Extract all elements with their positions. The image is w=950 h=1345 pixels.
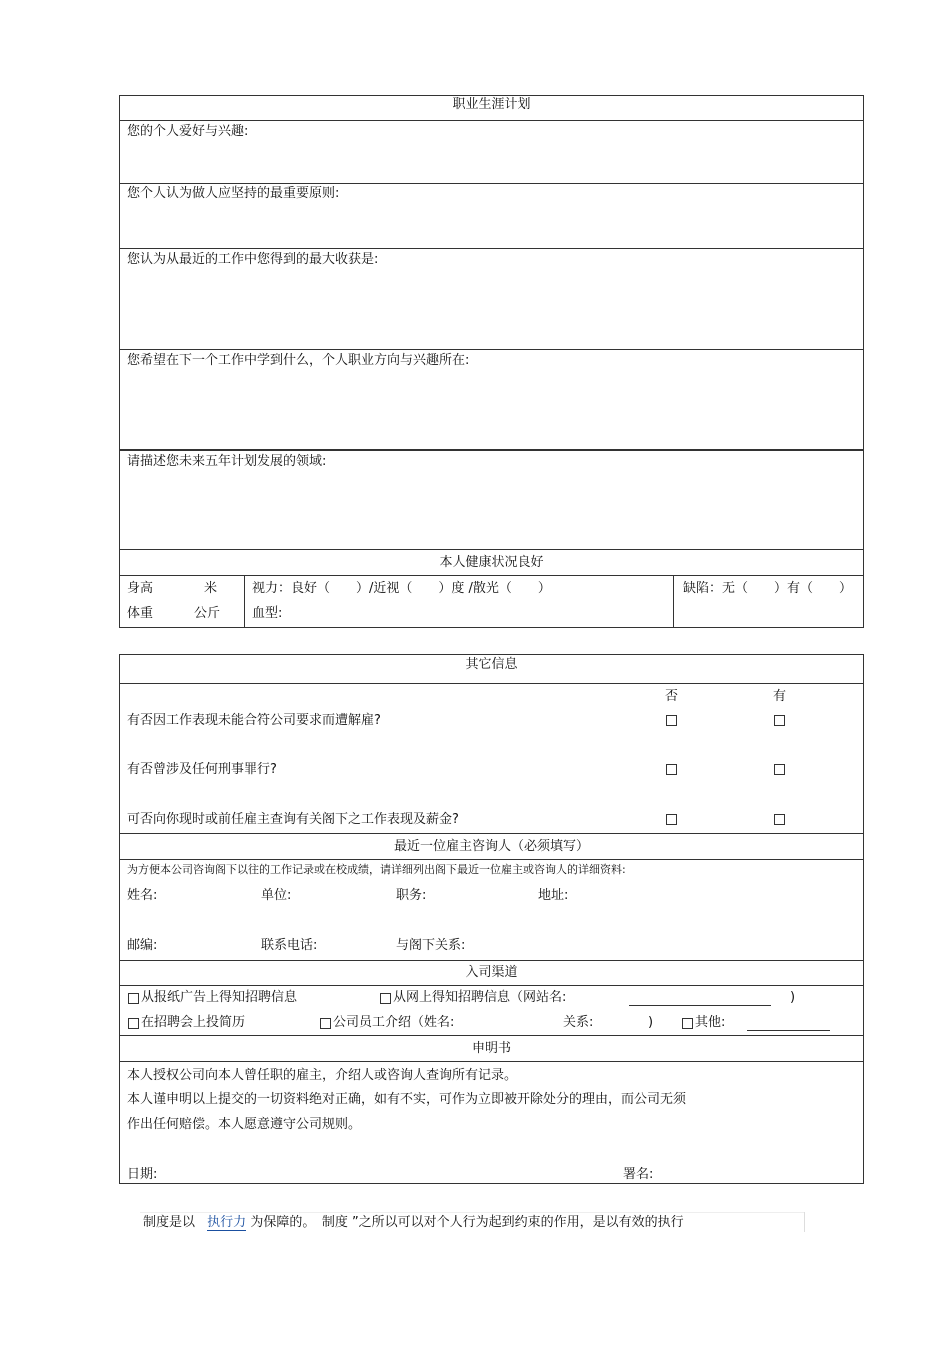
job-fair-label: 在招聘会上投简历 <box>141 1015 246 1030</box>
footer-part-2: 为保障的。 制度 ”之所以可以对个人行为起到约束的作用，是以有效的执行 <box>250 1215 684 1230</box>
employee-referral-checkbox[interactable] <box>320 1018 331 1029</box>
other-info-title: 其它信息 <box>465 657 518 672</box>
footer-part-1: 制度是以 <box>143 1215 196 1230</box>
referee-unit-label: 单位: <box>261 888 292 903</box>
career-q1-label: 您的个人爱好与兴趣: <box>127 124 249 139</box>
online-checkbox[interactable] <box>380 993 391 1004</box>
divider <box>119 833 864 834</box>
divider <box>244 575 245 628</box>
divider <box>119 859 864 860</box>
employee-referral-label: 公司员工介绍（姓名: <box>333 1015 455 1030</box>
yes-column-label: 有 <box>773 689 787 704</box>
referee-title: 最近一位雇主咨询人（必须填写） <box>393 839 589 854</box>
channel-title: 入司渠道 <box>465 965 518 980</box>
reference-check-no-checkbox[interactable] <box>666 814 677 825</box>
referral-relation-label: 关系: <box>563 1015 594 1030</box>
divider <box>119 960 864 961</box>
divider <box>119 549 864 550</box>
referee-postcode-label: 邮编: <box>127 938 158 953</box>
referee-address-label: 地址: <box>538 888 569 903</box>
newspaper-ad-label: 从报纸广告上得知招聘信息 <box>141 990 298 1005</box>
other-channel-field[interactable] <box>747 1030 830 1031</box>
career-q4-label: 您希望在下一个工作中学到什么，个人职业方向与兴趣所在: <box>127 353 470 368</box>
divider <box>119 1061 864 1062</box>
career-q5-label: 请描述您未来五年计划发展的领域: <box>127 454 327 469</box>
career-q3-label: 您认为从最近的工作中您得到的最大收获是: <box>127 252 379 267</box>
blood-type-field: 血型: <box>252 606 283 621</box>
referral-close-paren: ) <box>648 1015 654 1030</box>
referee-relation-label: 与阁下关系: <box>396 938 466 953</box>
referee-phone-label: 联系电话: <box>261 938 318 953</box>
weight-label: 体重 <box>127 606 154 621</box>
criminal-question: 有否曾涉及任何刑事罪行? <box>127 762 277 777</box>
referee-name-label: 姓名: <box>127 888 158 903</box>
criminal-yes-checkbox[interactable] <box>774 764 785 775</box>
referee-position-label: 职务: <box>396 888 427 903</box>
career-q2-label: 您个人认为做人应坚持的最重要原则: <box>127 186 340 201</box>
divider <box>119 449 864 451</box>
height-unit: 米 <box>204 581 218 596</box>
date-label: 日期: <box>127 1167 158 1182</box>
dismissal-no-checkbox[interactable] <box>666 715 677 726</box>
declaration-line-3: 作出任何赔偿。本人愿意遵守公司规则。 <box>127 1117 362 1132</box>
height-label: 身高 <box>127 581 154 596</box>
other-channel-checkbox[interactable] <box>682 1018 693 1029</box>
criminal-no-checkbox[interactable] <box>666 764 677 775</box>
footer-text <box>143 1215 684 1231</box>
declaration-line-2: 本人谨申明以上提交的一切资料绝对正确，如有不实，可作为立即被开除处分的理由，而公司无须 <box>127 1092 687 1107</box>
online-label: 从网上得知招聘信息（网站名: <box>393 990 567 1005</box>
referee-note: 为方便本公司咨询阁下以往的工作记录或在校成绩，请详细列出阁下最近一位雇主或咨询人的详细资料: <box>127 863 626 876</box>
no-column-label: 否 <box>665 689 679 704</box>
declaration-title: 申明书 <box>471 1041 511 1056</box>
newspaper-ad-checkbox[interactable] <box>128 993 139 1004</box>
execution-link[interactable]: 执行力 <box>207 1215 247 1230</box>
divider <box>119 349 864 350</box>
divider <box>119 683 864 684</box>
divider <box>119 1035 864 1036</box>
divider <box>119 575 864 576</box>
divider <box>119 183 864 184</box>
other-channel-label: 其他: <box>695 1015 726 1030</box>
dismissal-question: 有否因工作表现未能合符公司要求而遭解雇? <box>127 713 381 728</box>
declaration-line-1: 本人授权公司向本人曾任职的雇主，介绍人或咨询人查询所有记录。 <box>127 1068 518 1083</box>
job-fair-checkbox[interactable] <box>128 1018 139 1029</box>
reference-check-question: 可否向你现时或前任雇主查询有关阁下之工作表现及薪金? <box>127 812 459 827</box>
weight-unit: 公斤 <box>194 606 221 621</box>
online-close-paren: ) <box>790 990 796 1005</box>
career-title: 职业生涯计划 <box>452 97 531 112</box>
vision-field: 视力：良好（ ）/近视（ ）度 /散光（ ） <box>252 581 551 596</box>
dismissal-yes-checkbox[interactable] <box>774 715 785 726</box>
divider <box>119 120 864 121</box>
health-title: 本人健康状况良好 <box>439 555 544 570</box>
divider <box>673 575 674 628</box>
divider <box>119 985 864 986</box>
footer-edge <box>140 1212 804 1213</box>
divider <box>119 248 864 249</box>
signature-label: 署名: <box>623 1167 654 1182</box>
reference-check-yes-checkbox[interactable] <box>774 814 785 825</box>
defect-field: 缺陷：无（ ）有（ ） <box>683 581 853 596</box>
footer-edge <box>804 1212 805 1232</box>
website-name-field[interactable] <box>629 1005 771 1006</box>
